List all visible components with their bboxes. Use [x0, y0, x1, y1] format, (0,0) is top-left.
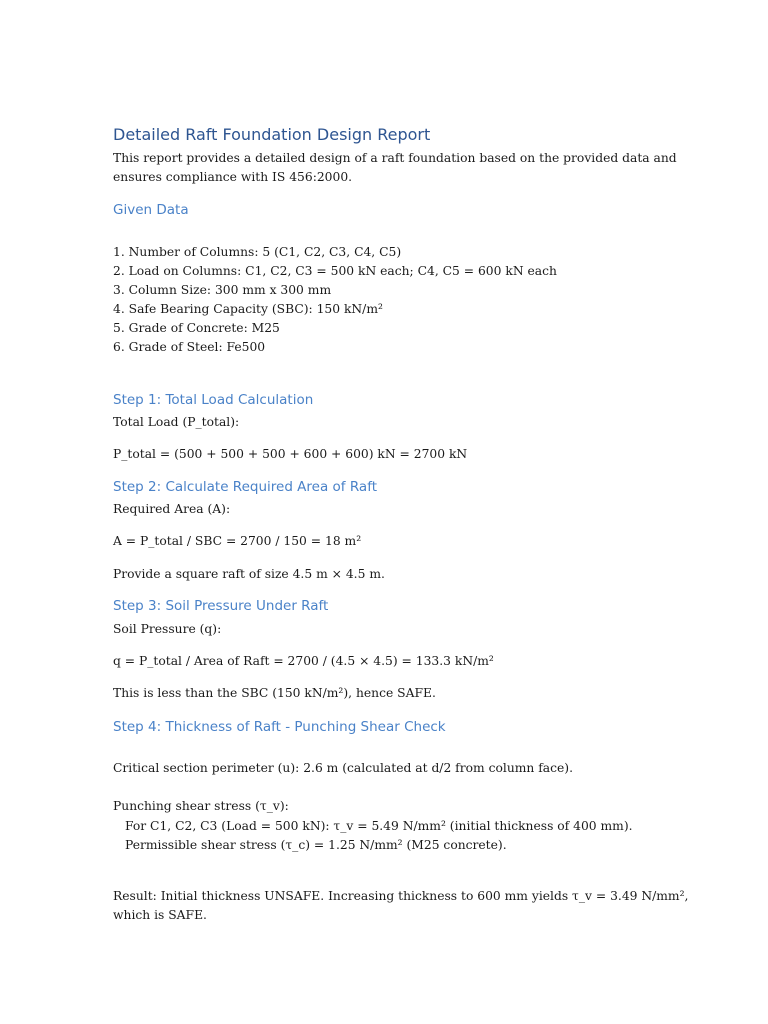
step4-heading: Step 4: Thickness of Raft - Punching Shear Check: [113, 719, 446, 735]
step4-perimeter: Critical section perimeter (u): 2.6 m (calculated at d/2 from column face).: [113, 761, 573, 775]
step2-heading: Step 2: Calculate Required Area of Raft: [113, 479, 378, 495]
step3-note: This is less than the SBC (150 kN/m²), hence SAFE.: [113, 686, 436, 700]
step4-stress-label: Punching shear stress (τ_v):: [113, 799, 289, 813]
given-item-2: 2. Load on Columns: C1, C2, C3 = 500 kN each; C4, C5 = 600 kN each: [113, 264, 557, 278]
intro-line-1: This report provides a detailed design of a raft foundation based on the provided data and: [113, 151, 677, 165]
step4-result-line-1: Result: Initial thickness UNSAFE. Increasing thickness to 600 mm yields τ_v = 3.49 N/mm²,: [113, 889, 689, 903]
given-item-3: 3. Column Size: 300 mm x 300 mm: [113, 283, 332, 297]
step4-result-line-2: which is SAFE.: [113, 908, 207, 922]
step3-heading: Step 3: Soil Pressure Under Raft: [113, 598, 329, 614]
given-item-4: 4. Safe Bearing Capacity (SBC): 150 kN/m²: [113, 302, 383, 316]
step3-label: Soil Pressure (q):: [113, 622, 222, 636]
step4-stress-line-1: For C1, C2, C3 (Load = 500 kN): τ_v = 5.49 N/mm² (initial thickness of 400 mm).: [125, 819, 633, 833]
step1-heading: Step 1: Total Load Calculation: [113, 392, 314, 408]
step2-label: Required Area (A):: [113, 502, 231, 516]
given-item-1: 1. Number of Columns: 5 (C1, C2, C3, C4, C5): [113, 245, 402, 259]
step2-note: Provide a square raft of size 4.5 m × 4.5 m.: [113, 567, 385, 581]
report-title: Detailed Raft Foundation Design Report: [113, 125, 431, 144]
step3-equation: q = P_total / Area of Raft = 2700 / (4.5 × 4.5) = 133.3 kN/m²: [113, 654, 494, 668]
given-item-5: 5. Grade of Concrete: M25: [113, 321, 280, 335]
step2-equation: A = P_total / SBC = 2700 / 150 = 18 m²: [113, 534, 362, 548]
given-item-6: 6. Grade of Steel: Fe500: [113, 340, 266, 354]
given-data-heading: Given Data: [113, 202, 189, 218]
step4-stress-line-2: Permissible shear stress (τ_c) = 1.25 N/mm² (M25 concrete).: [125, 838, 507, 852]
step1-label: Total Load (P_total):: [113, 415, 240, 429]
intro-line-2: ensures compliance with IS 456:2000.: [113, 170, 353, 184]
step1-equation: P_total = (500 + 500 + 500 + 600 + 600) kN = 2700 kN: [113, 447, 468, 461]
